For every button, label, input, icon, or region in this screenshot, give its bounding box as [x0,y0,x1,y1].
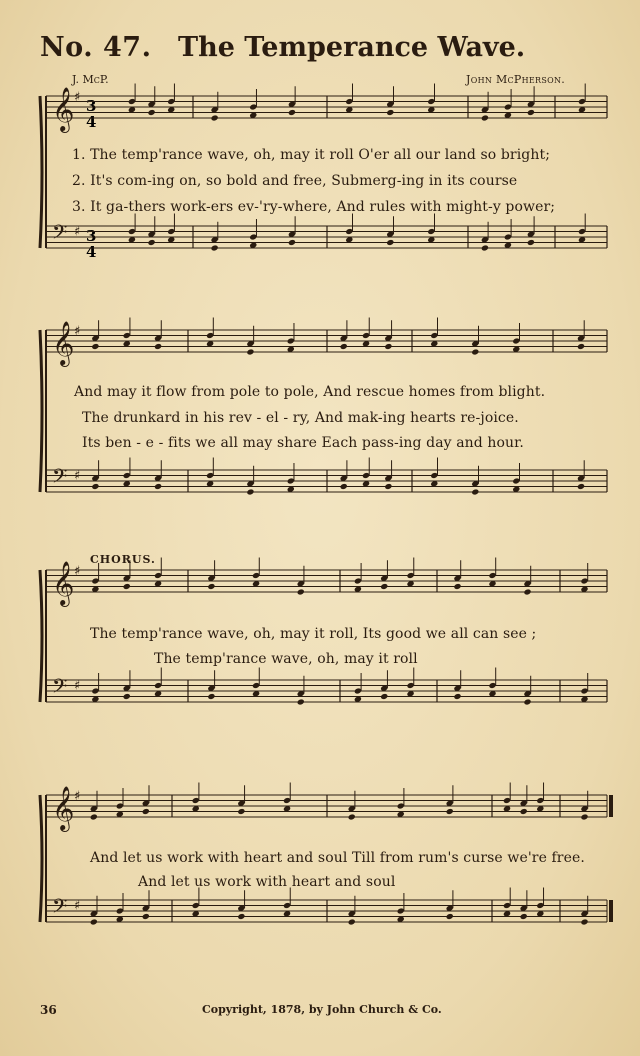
note-head [471,488,479,495]
note-head [237,808,245,815]
time-signature-top: 3 [86,97,97,115]
lyric-verse-2: The drunkard in his rev - el - ry, And mak-ing hearts re-joice. [82,410,519,426]
note-head [288,109,296,116]
sharp-icon: ♯ [74,898,81,914]
note-head [580,918,588,925]
note-head [91,343,99,350]
system-bracket [40,96,42,248]
note-head [446,913,454,920]
note-head [297,698,305,705]
words-credit: J. McP. [72,73,109,86]
lyric-verse-1: 1. The temp'rance wave, oh, may it roll O'er all our land so bright; [72,147,551,163]
note-head [384,483,392,490]
note-head [211,244,219,251]
note-head [380,583,388,590]
sharp-icon: ♯ [74,564,81,579]
note-head [481,114,489,121]
note-head [297,588,305,595]
treble-clef-icon: 𝄞 [52,561,75,605]
sharp-icon: ♯ [74,468,81,484]
note-head [90,813,98,820]
note-head [453,693,461,700]
note-head [246,488,254,495]
note-head [142,913,150,920]
note-head [207,583,215,590]
bass-clef-icon: 𝄢 [52,674,68,703]
sharp-icon: ♯ [74,224,81,240]
system-bracket [40,570,42,702]
hymn-number: No. 47. [40,32,152,63]
note-head [386,239,394,246]
sharp-icon: ♯ [74,789,81,804]
hymn-title: The Temperance Wave. [178,32,526,63]
note-head [348,813,356,820]
note-head [123,583,131,590]
note-head [207,693,215,700]
note-head [523,698,531,705]
page-number: 36 [40,1003,57,1017]
bass-clef-icon: 𝄢 [52,464,68,493]
bass-clef-icon: 𝄢 [52,894,68,923]
lyric-chorus-bass: The temp'rance wave, oh, may it roll [154,651,418,667]
lyric-verse-1: And may it flow from pole to pole, And rescue homes from blight. [74,384,546,400]
note-head [91,483,99,490]
note-head [154,483,162,490]
note-head [580,813,588,820]
lyric-chorus-bass: And let us work with heart and soul [138,874,396,890]
chorus-label: CHORUS. [90,553,156,566]
copyright-notice: Copyright, 1878, by John Church & Co. [202,1003,442,1016]
music-credit: John McPherson. [466,73,566,86]
note-head [384,343,392,350]
lyric-chorus-treble: And let us work with heart and soul Till from rum's curse we're free. [90,850,585,866]
note-head [520,913,528,920]
time-signature-bottom: 4 [86,113,97,131]
note-head [90,918,98,925]
note-head [386,109,394,116]
note-head [527,109,535,116]
note-head [154,343,162,350]
note-head [123,693,131,700]
lyric-chorus-treble: The temp'rance wave, oh, may it roll, Its good we all can see ; [90,626,537,642]
note-head [246,348,254,355]
note-head [288,239,296,246]
bass-clef-icon: 𝄢 [52,220,68,249]
note-head [237,913,245,920]
note-head [520,808,528,815]
system-bracket [40,330,42,492]
final-barline [609,900,613,922]
note-head [523,588,531,595]
note-head [142,808,150,815]
lyric-verse-2: 2. It's com-ing on, so bold and free, Submerg-ing in its course [72,173,518,189]
note-head [380,693,388,700]
final-barline [609,795,613,817]
sharp-icon: ♯ [74,324,81,339]
sharp-icon: ♯ [74,678,81,694]
treble-clef-icon: 𝄞 [52,786,75,830]
note-head [577,483,585,490]
note-head [481,244,489,251]
note-head [148,109,156,116]
note-head [453,583,461,590]
note-head [340,483,348,490]
sharp-icon: ♯ [74,90,81,105]
time-signature-bottom: 4 [86,243,97,261]
note-head [471,348,479,355]
treble-clef-icon: 𝄞 [52,87,75,131]
note-head [527,239,535,246]
note-head [577,343,585,350]
lyric-verse-3: 3. It ga-thers work-ers ev-'ry-where, And rules with might-y power; [72,199,556,215]
note-head [340,343,348,350]
note-head [446,808,454,815]
note-head [148,239,156,246]
note-head [211,114,219,121]
note-head [348,918,356,925]
treble-clef-icon: 𝄞 [52,321,75,365]
system-bracket [40,795,42,922]
lyric-verse-3: Its ben - e - fits we all may share Each pass-ing day and hour. [82,435,524,451]
time-signature-top: 3 [86,227,97,245]
